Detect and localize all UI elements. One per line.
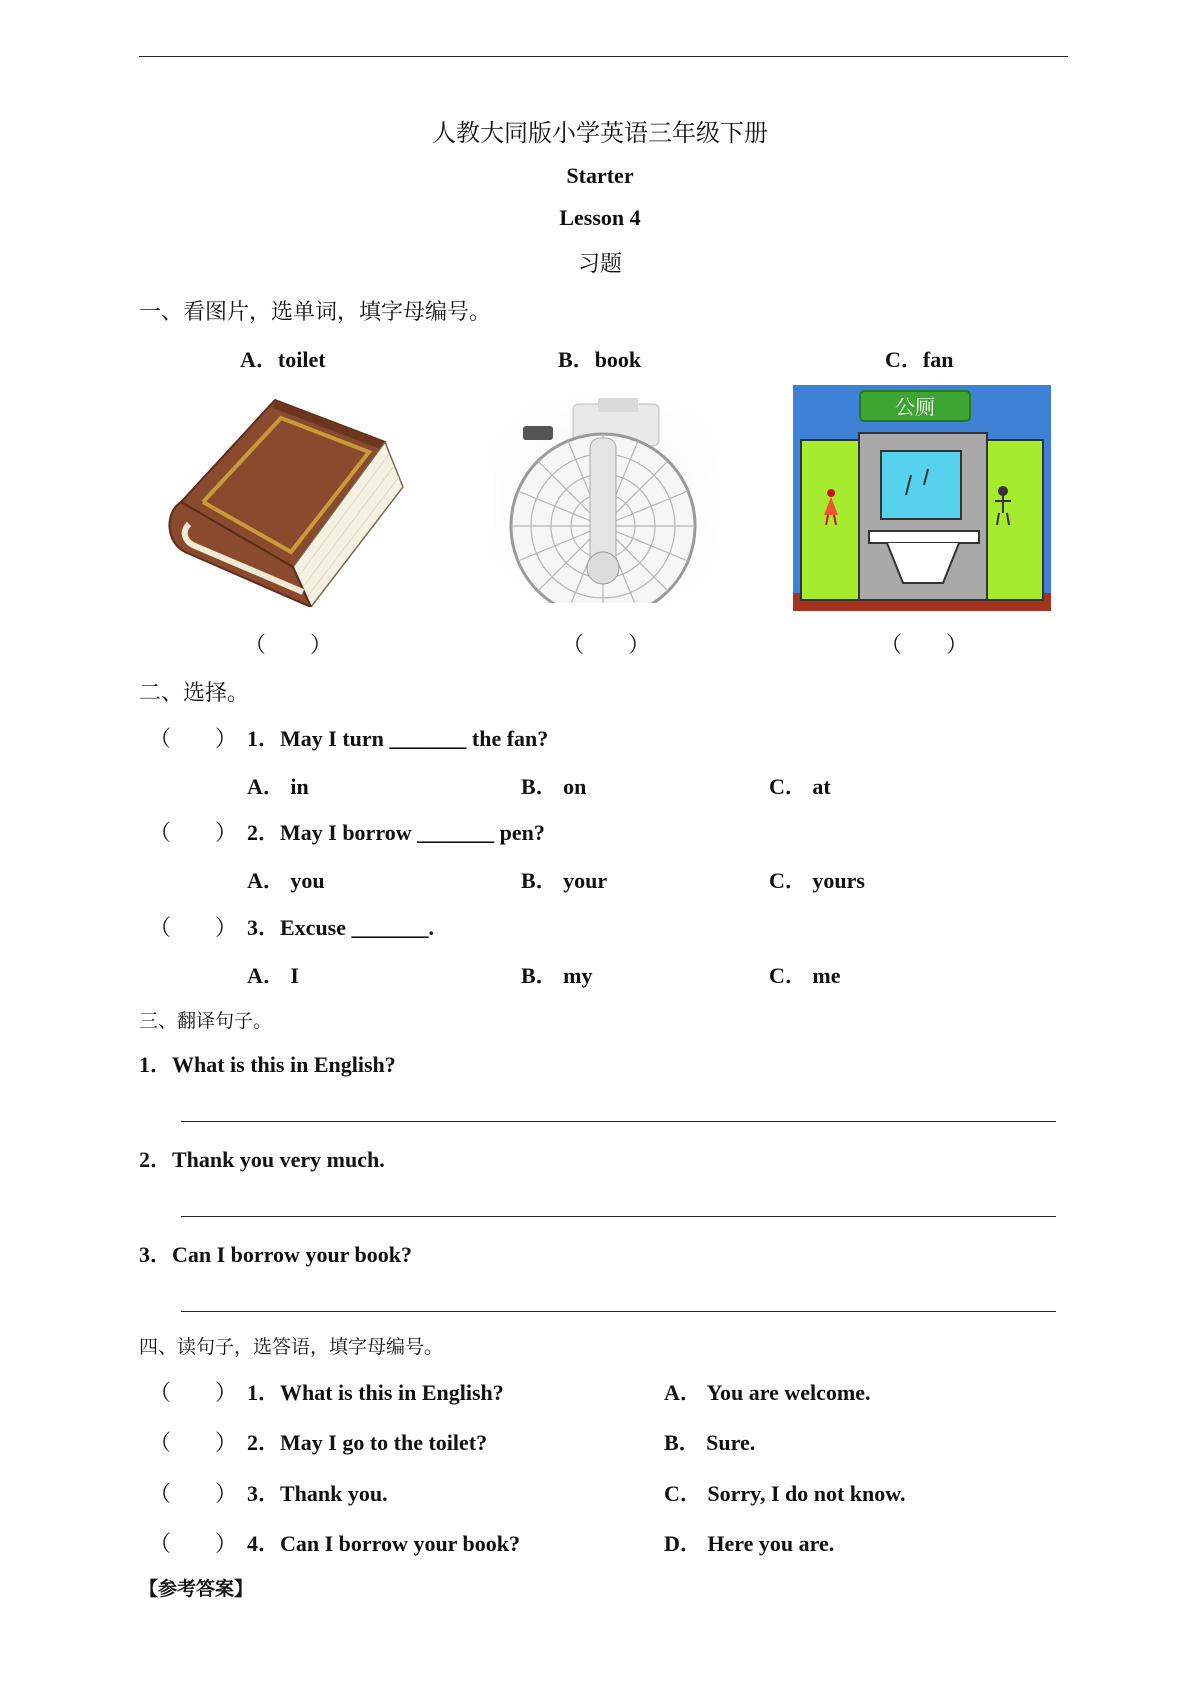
q2-option-b: B． your bbox=[521, 868, 608, 893]
exercise-subtitle: 习题 bbox=[577, 252, 622, 277]
match-q1-answer-blank[interactable]: （ ） bbox=[149, 1381, 238, 1406]
match-question-4: 4．Can I borrow your book? bbox=[247, 1531, 521, 1556]
top-rule bbox=[139, 56, 1068, 57]
q2-stem: 2．May I borrow _______ pen? bbox=[247, 820, 545, 845]
option-letter: B． bbox=[558, 347, 595, 372]
q3-option-b: B． my bbox=[521, 963, 593, 988]
section3-heading: 三、翻译句子。 bbox=[139, 1010, 273, 1032]
match-answer-c: C． Sorry, I do not know. bbox=[664, 1481, 906, 1506]
book-picture bbox=[163, 392, 413, 607]
book-answer-blank[interactable]: （ ） bbox=[244, 633, 333, 658]
option-c bbox=[885, 343, 953, 374]
toilet-sign-text: 公厕 bbox=[895, 395, 935, 419]
q1-answer-blank[interactable]: （ ） bbox=[149, 727, 238, 752]
q2-option-c: C． yours bbox=[769, 868, 865, 893]
q1-stem: 1．May I turn _______ the fan? bbox=[247, 726, 549, 751]
q3-option-c: C． me bbox=[769, 963, 841, 988]
match-answer-b: B． Sure. bbox=[664, 1430, 756, 1455]
toilet-answer-blank[interactable]: （ ） bbox=[880, 633, 969, 658]
match-question-3: 3．Thank you. bbox=[247, 1481, 388, 1506]
q3-option-a: A． I bbox=[247, 963, 299, 988]
match-answer-d: D． Here you are. bbox=[664, 1531, 835, 1556]
translate-item-2: 2．Thank you very much. bbox=[139, 1147, 385, 1172]
option-word: book bbox=[594, 347, 642, 372]
match-question-2: 2．May I go to the toilet? bbox=[247, 1430, 488, 1455]
q1-option-b: B． on bbox=[521, 774, 587, 799]
lesson-title: Lesson 4 bbox=[559, 205, 641, 230]
option-word: toilet bbox=[277, 347, 326, 372]
match-question-1: 1．What is this in English? bbox=[247, 1380, 504, 1405]
section4-heading: 四、读句子，选答语，填字母编号。 bbox=[139, 1336, 444, 1358]
option-letter: A． bbox=[240, 347, 278, 372]
section2-heading: 二、选择。 bbox=[139, 681, 250, 706]
q2-answer-blank[interactable]: （ ） bbox=[149, 821, 238, 846]
q1-option-c: C． at bbox=[769, 774, 831, 799]
q1-option-a: A． in bbox=[247, 774, 309, 799]
translate-answer-line-1[interactable] bbox=[181, 1121, 1056, 1122]
translate-answer-line-2[interactable] bbox=[181, 1216, 1056, 1217]
option-b bbox=[558, 343, 641, 374]
translate-item-1: 1．What is this in English? bbox=[139, 1052, 396, 1077]
match-q4-answer-blank[interactable]: （ ） bbox=[149, 1532, 238, 1557]
option-word: fan bbox=[922, 347, 954, 372]
match-q2-answer-blank[interactable]: （ ） bbox=[149, 1431, 238, 1456]
match-answer-a: A． You are welcome. bbox=[664, 1380, 871, 1405]
option-a bbox=[240, 343, 326, 374]
q2-option-a: A． you bbox=[247, 868, 325, 893]
page-title: 人教大同版小学英语三年级下册 bbox=[432, 119, 768, 147]
section1-heading: 一、看图片，选单词，填字母编号。 bbox=[139, 300, 492, 325]
option-letter: C． bbox=[885, 347, 923, 372]
match-q3-answer-blank[interactable]: （ ） bbox=[149, 1482, 238, 1507]
q3-stem: 3．Excuse _______. bbox=[247, 915, 435, 940]
translate-item-3: 3．Can I borrow your book? bbox=[139, 1242, 413, 1267]
unit-title: Starter bbox=[566, 163, 634, 188]
toilet-picture bbox=[793, 385, 1051, 611]
translate-answer-line-3[interactable] bbox=[181, 1311, 1056, 1312]
fan-answer-blank[interactable]: （ ） bbox=[562, 633, 651, 658]
q3-answer-blank[interactable]: （ ） bbox=[149, 916, 238, 941]
fan-picture bbox=[493, 398, 718, 603]
answer-key-heading: 【参考答案】 bbox=[139, 1578, 254, 1600]
